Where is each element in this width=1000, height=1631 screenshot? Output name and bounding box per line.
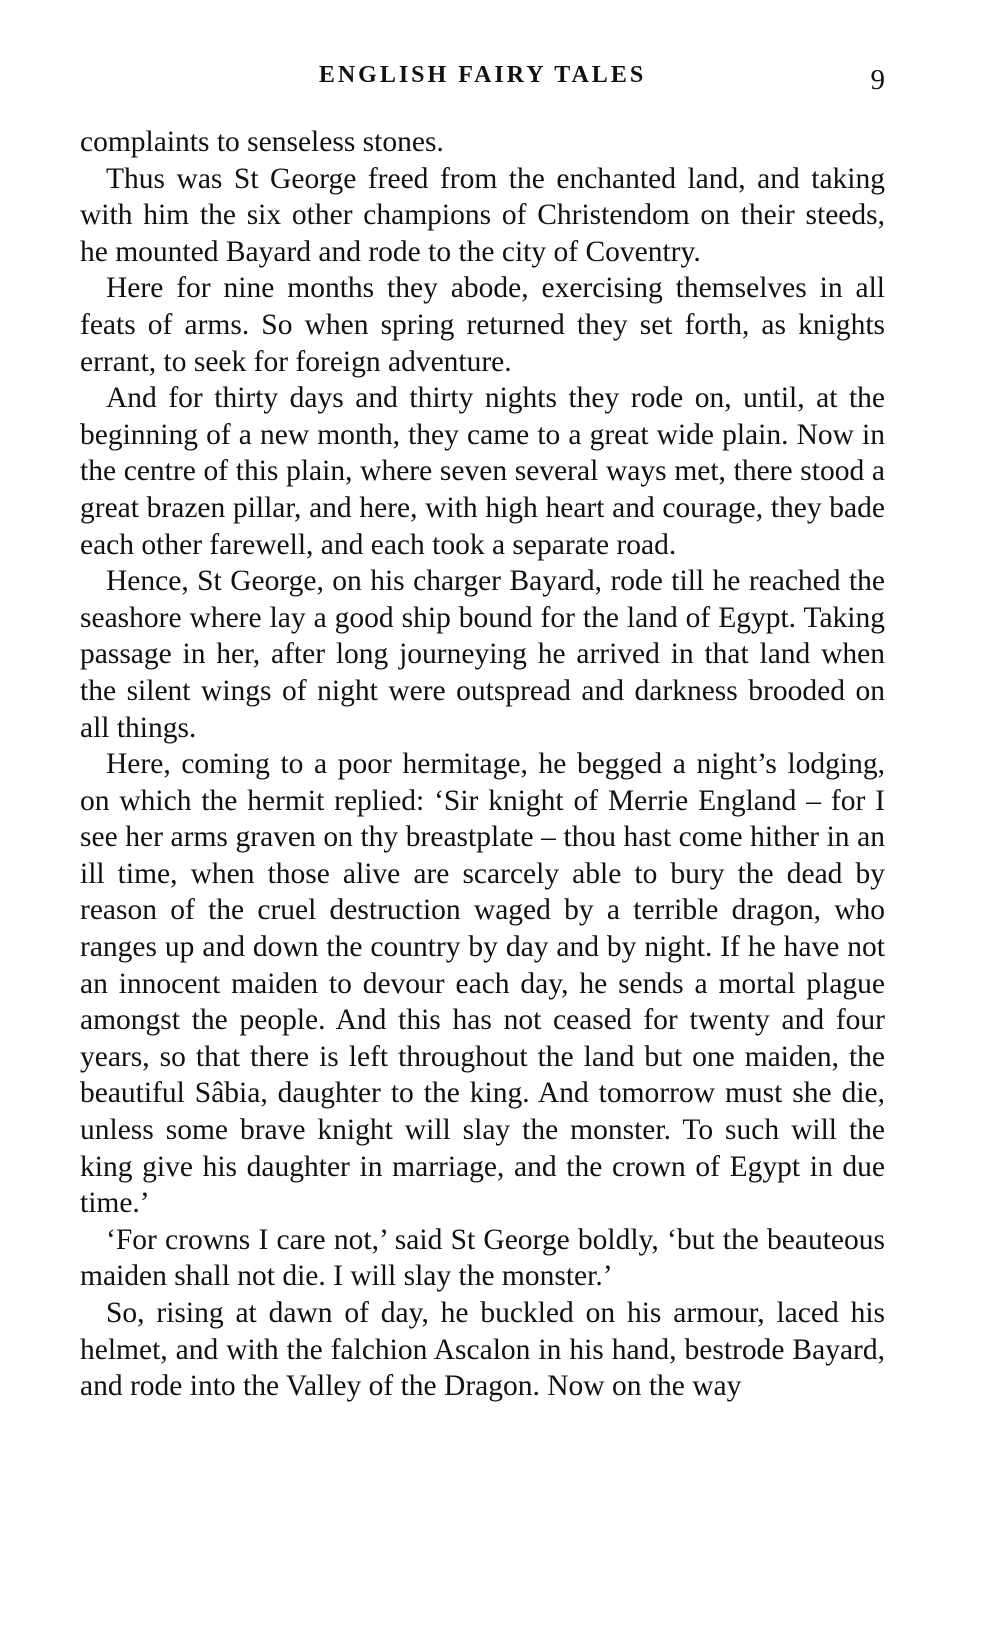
- running-head: [80, 62, 885, 102]
- paragraph: So, rising at dawn of day, he buckled on his armour, laced his helmet, and with the falchion Ascalon in his hand, bestrode Bayard, and rode into the Valley of the Dragon. Now on the way: [80, 1297, 885, 1403]
- paragraph-continuation: complaints to senseless stones.: [80, 126, 444, 158]
- paragraph: And for thirty days and thirty nights they rode on, until, at the beginning of a new month, they came to a great wide plain. Now in the centre of this plain, where seven several ways met, there stood a great brazen pillar, and here, with high heart and courage, they bade each other farewell, and each took a separate road.: [80, 382, 885, 561]
- paragraph: Here, coming to a poor hermitage, he begged a night’s lodging, on which the hermit replied: ‘Sir knight of Merrie England – for I see her arms graven on thy breastplate – thou hast come hither in an ill time, when those alive are scarcely able to bury the dead by reason of the cruel destruction waged by a terrible dragon, who ranges up and down the country by day and by night. If he have not an innocent maiden to devour each day, he sends a mortal plague amongst the people. And this has not ceased for twenty and four years, so that there is left throughout the land but one maiden, the beautiful Sâbia, daughter to the king. And tomorrow must she die, unless some brave knight will slay the monster. To such will the king give his daughter in marriage, and the crown of Egypt in due time.’: [80, 748, 885, 1220]
- running-title: ENGLISH FAIRY TALES: [318, 62, 647, 88]
- paragraph: Thus was St George freed from the enchanted land, and taking with him the six other champions of Christendom on their steeds, he mounted Bayard and rode to the city of Coventry.: [80, 162, 885, 268]
- page-number: 9: [870, 64, 885, 96]
- paragraph: Hence, St George, on his charger Bayard, rode till he reached the seashore where lay a good ship bound for the land of Egypt. Taking passage in her, after long journeying he arrived in that land when the silent wings of night were outspread and darkness brooded on all things.: [80, 565, 885, 744]
- body-text: [80, 124, 885, 1405]
- paragraph: Here for nine months they abode, exercising themselves in all feats of arms. So when spring returned they set forth, as knights errant, to seek for foreign adventure.: [80, 272, 885, 378]
- paragraph: ‘For crowns I care not,’ said St George boldly, ‘but the beauteous maiden shall not die. I will slay the monster.’: [80, 1223, 885, 1293]
